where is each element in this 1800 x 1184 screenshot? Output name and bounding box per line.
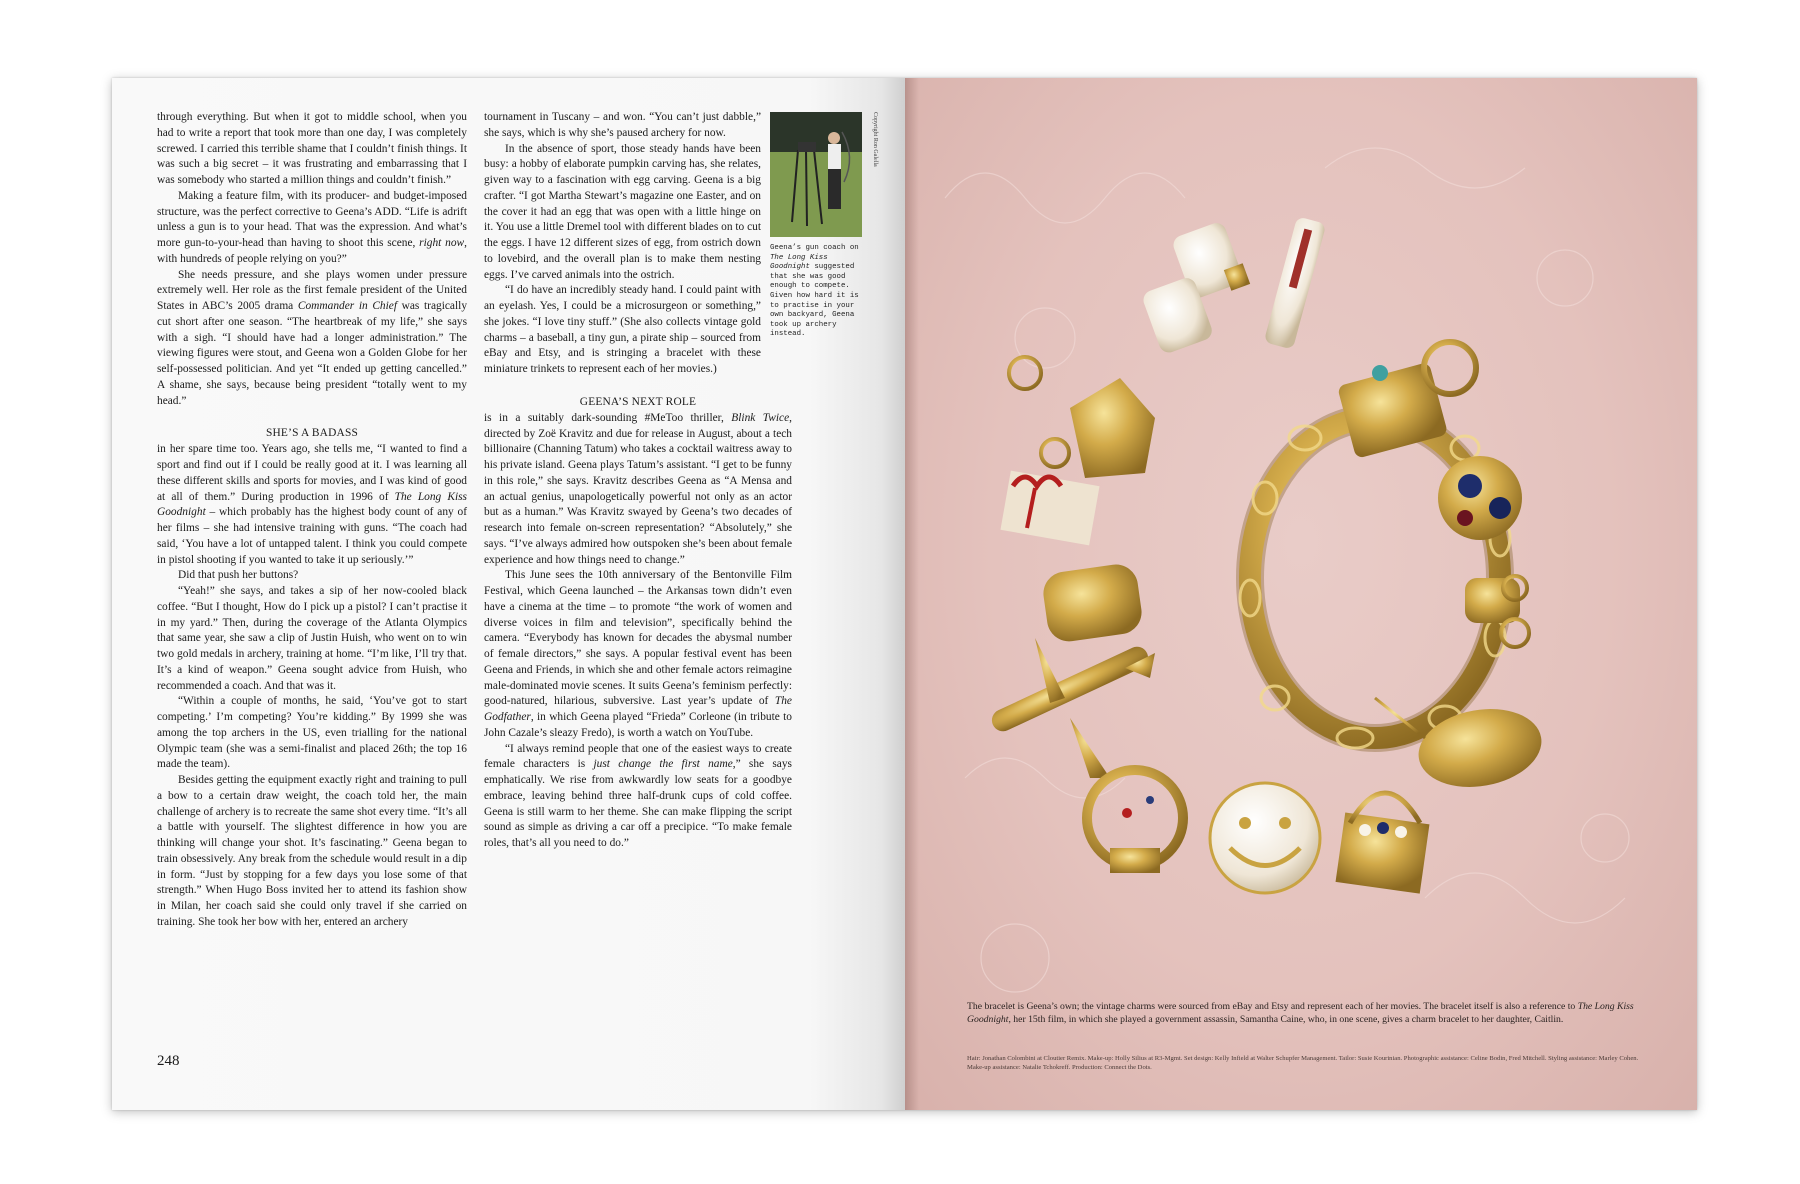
left-page xyxy=(112,78,905,1110)
archery-photo xyxy=(770,112,862,237)
page-number: 248 xyxy=(157,1053,180,1069)
magazine-spread xyxy=(112,78,1697,1110)
coffee-pot-charm xyxy=(1041,562,1145,645)
section-heading: SHE’S A BADASS xyxy=(265,427,359,440)
paragraph: “I always remind people that one of the easiest ways to create female characters is just change the first name,” she says emphatically. We rise from awkwardly low seats for a goodbye embrace, leaving behind three half-drunk cups of cold coffee. Geena is still warm to her theme. She can make flipping the script sound as simple as driving a car off a precipice. “To make female roles, that’s all you need to do.” xyxy=(484,742,792,849)
paragraph: is in a suitably dark-sounding #MeToo thriller, Blink Twice, directed by Zoë Kravitz and due for release in August, about a tech billionaire (Channing Tatum) who takes a cocktail waitress away to his private island. Geena plays Tatum’s assistant. “I get to be funny in this role,” she says. Kravitz describes Geena as “A Mensa and an actual genius, unapologetically powerful not only as an actor but as a human.” Was Kravitz swayed by Geena’s two decades of research into female on-screen representation? “Absolutely,” she says. “I’ve always admired how outspoken she’s been about female experience and how things need to change.” xyxy=(484,411,792,566)
photo-caption-main: The bracelet is Geena’s own; the vintage charms were sourced from eBay and Etsy and represent each of her movies. The bracelet itself is also a reference to The Long Kiss Goodnight, her 15th film, in which she played a government assassin, Samantha Caine, who, in one scene, gives a charm bracelet to her daughter, Caitlin. xyxy=(967,1001,1634,1025)
paragraph: She needs pressure, and she plays women under pressure extremely well. Her role as the first female president of the United States in ABC’s 2005 drama Commander in Chief was tragically cut short after one season. “The heartbreak of my life,” she says with a sigh. “I should have had a longer administration.” The viewing figures were stout, and Geena won a Golden Globe for her self-possessed politician. And yet “It ended up getting cancelled.” A shame, she says, because being president “totally went to my head.” xyxy=(157,268,468,407)
right-page-photo xyxy=(905,78,1697,1110)
smiley-face-charm xyxy=(1210,783,1320,893)
paragraph: Did that push her buttons? xyxy=(178,569,299,582)
photo-credit: Copyright Ron Galella xyxy=(872,112,878,167)
binoculars-charm xyxy=(1141,220,1250,355)
basket-charm xyxy=(1336,793,1430,894)
paragraph: Besides getting the equipment exactly right and training to pull a bow to a certain draw weight, the coach told her, the main challenge of archery is to recreate the same shot every time. “It’s all a battle with yourself. The slightest difference in how you are thinking will change your shot. It’s fascinating.” Geena began to train obsessively. Any break from the schedule would result in a dip in form. “Just by stopping for a few days you lose some of that strength.” When Hugo Boss invited her to attend its fashion show in Milan, her coach said she could only travel if she carried on training. She took her bow with her, entered an archery xyxy=(157,774,467,928)
photo-caption: Geena’s gun coach on The Long Kiss Goodnight suggested that she was good enough to compete. Given how hard it is to practise in your own backyard, Geena took up archery instead. xyxy=(770,244,859,339)
paragraph: Making a feature film, with its producer- and budget-imposed structure, was the perfect corrective to Geena’s ADD. “Life is adrift unless a gun is to your head. That was the expression. And what’s more gun-to-your-head than having to shoot this scene, right now, with hundreds of people relying on you?” xyxy=(157,189,467,265)
airplane-charm xyxy=(988,638,1155,778)
paragraph: This June sees the 10th anniversary of the Bentonville Film Festival, which Geena launched – the Arkansas town didn’t even have a cinema at the time – to promote “the work of women and diverse voices in film and television”, specifically behind the camera. “Everybody has known for decades the abysmal number of female directors,” she says. A popular festival event has been Geena and Friends, in which she and other female actors reimagine male-dominated movie scenes. It suits Geena’s feminism perfectly: good-natured, hilarious, subversive. Last year’s update of The Godfather, in which Geena played “Frieda” Corleone (in tribute to John Cazale’s sleazy Fredo), is worth a watch on YouTube. xyxy=(484,569,792,739)
charm-bracelet-photo xyxy=(905,78,1697,1110)
paragraph: tournament in Tuscany – and won. “You can’t just dabble,” she says, which is why she’s paused archery for now. xyxy=(484,111,761,139)
lipstick-charm xyxy=(1264,216,1327,349)
paragraph: through everything. But when it got to middle school, when you had to write a report that took more than one day, I was completely screwed. I carried this terrible shame that I couldn’t finish things. It was such a big secret – it was frustrating and embarrassing that I was somebody who started a million things and couldn’t finish.” xyxy=(157,111,467,186)
photo-credits: Hair: Jonathan Colombini at Cloutier Remix. Make-up: Holly Silius at R3-Mgmt. Set design: Kelly Infield at Walter Schupfer Management. Tailor: Susie Kourinian. Photographic assistance: Celine Bodin, Fred Mitchell. Styling assistance: Marley Cohen. Make-up assistance: Natalie Tchokreff. Production: Connect the Dots. xyxy=(967,1055,1639,1071)
article-column-2 xyxy=(484,110,792,852)
house-charm xyxy=(1009,357,1155,478)
globe-charm xyxy=(1087,770,1183,873)
paragraph: “I do have an incredibly steady hand. I could paint with an eyelash. Yes, I could be a microsurgeon or something,” she jokes. “I love tiny stuff.” (She also collects vintage gold charms – a baseball, a tiny gun, a pirate ship – sourced from eBay and Etsy, and is stringing a bracelet with these miniature trinkets to represent each of her movies.) xyxy=(484,284,761,375)
jeweled-ball-charm xyxy=(1438,456,1522,540)
paragraph: “Within a couple of months, he said, ‘You’ve got to start competing.’ I’m competing? You’re kidding.” By 1999 she was among the top archers in the US, even trialling for the national Olympic team (she was a semi-finalist and placed 26th; the top 16 made the team). xyxy=(157,695,467,771)
archery-photo-illustration xyxy=(770,112,862,237)
paragraph: in her spare time too. Years ago, she tells me, “I wanted to find a sport and find out if I could be really good at it. I was learning all these different skills and sports for movies, and I was kind of good at all of them.” During production in 1996 of The Long Kiss Goodnight – which probably has the highest body count of any of her films – she had intensive training with guns. “The coach had said, ‘You have a lot of untapped talent. I think you could compete in pistol shooting if you wanted to take it up seriously.’” xyxy=(157,443,467,566)
paragraph: In the absence of sport, those steady hands have been busy: a hobby of elaborate pumpkin carving has, she relates, given way to a fascination with egg carving. Geena is a big crafter. “I got Martha Stewart’s magazine one Easter, and on the cover it had an egg that was open with a little hinge on it. You use a little Dremel tool with different blades on to cut the eggs. I have 12 different sizes of egg, from ostrich down to lovebird, and the overall plan is to make them nesting eggs. I’ve carved animals into the ostrich. xyxy=(484,142,761,281)
gift-box-charm xyxy=(1000,471,1099,546)
paragraph: “Yeah!” she says, and takes a sip of her now-cooled black coffee. “But I thought, How do I pick up a pistol? I can’t practise it in my yard.” Then, during the coverage of the Atlanta Olympics that same year, she saw a clip of Justin Huish, who went on to win two gold medals in archery, training at home. “I’m like, I’ll try that. It’s a kind of weapon.” Geena sought advice from Huish, who recommended a coach. And that was it. xyxy=(157,585,467,692)
article-column-1 xyxy=(157,110,467,931)
section-heading: GEENA’S NEXT ROLE xyxy=(579,395,697,408)
